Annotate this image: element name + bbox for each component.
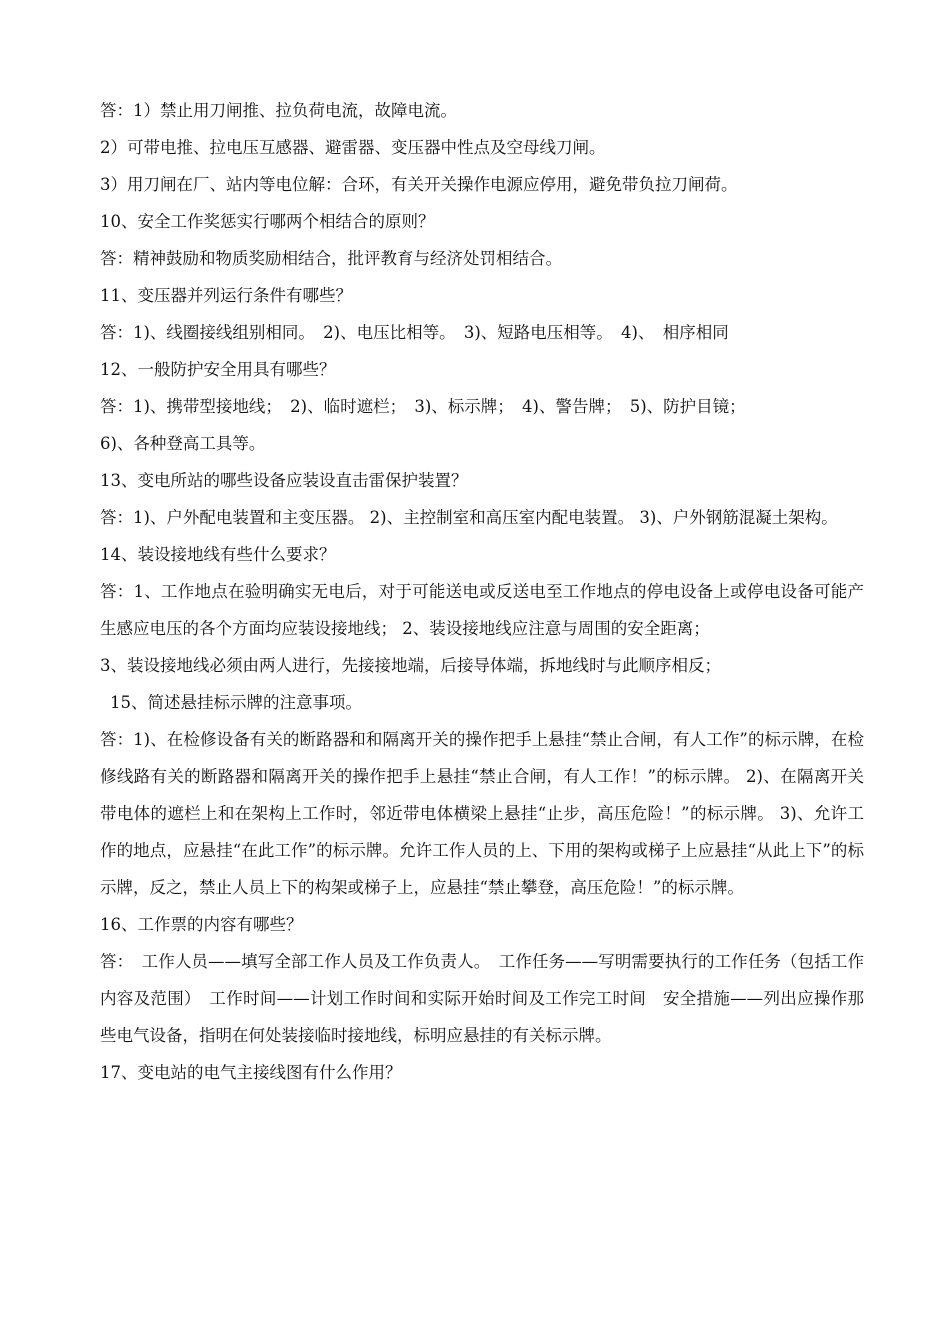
answer-13: 答：1)、户外配电装置和主变压器。 2)、主控制室和高压室内配电装置。 3)、户外钢筋混凝土架构。 <box>100 508 838 527</box>
document-body <box>100 92 864 1091</box>
answer-line: 答：1）禁止用刀闸推、拉负荷电流，故障电流。 <box>100 101 457 120</box>
answer-12: 答：1)、携带型接地线； 2)、临时遮栏； 3)、标示牌； 4)、警告牌； 5)、防护目镜； <box>100 397 746 416</box>
answer-14-cont: 3、装设接地线必须由两人进行，先接接地端，后接导体端，拆地线时与此顺序相反； <box>100 656 721 675</box>
answer-16: 答： 工作人员——填写全部工作人员及工作负责人。 工作任务——写明需要执行的工作任务（包括工作内容及范围） 工作时间——计划工作时间和实际开始时间及工作完工时间 安全措施——列出应操作那些电气设备，指明在何处装接临时接地线，标明应悬挂的有关标示牌。 <box>100 952 864 1045</box>
answer-10: 答：精神鼓励和物质奖励相结合，批评教育与经济处罚相结合。 <box>100 249 562 268</box>
answer-line: 2）可带电推、拉电压互感器、避雷器、变压器中性点及空母线刀闸。 <box>100 138 606 157</box>
answer-line: 3）用刀闸在厂、站内等电位解：合环，有关开关操作电源应停用，避免带负拉刀闸荷。 <box>100 175 738 194</box>
question-14: 14、装设接地线有些什么要求？ <box>100 545 336 564</box>
question-12: 12、一般防护安全用具有哪些？ <box>100 360 336 379</box>
answer-15: 答：1)、在检修设备有关的断路器和和隔离开关的操作把手上悬挂“禁止合闸，有人工作”的标示牌，在检修线路有关的断路器和隔离开关的操作把手上悬挂“禁止合闸，有人工作！”的标示牌。 2)、在隔离开关带电体的遮栏上和在架构上工作时，邻近带电体横梁上悬挂“止步，高压危险！”的标示牌。 3)、允许工作的地点，应悬挂“在此工作”的标示牌。允许工作人员的上、下用的架构或梯子上应悬挂“从此上下”的标示牌，反之，禁止人员上下的构架或梯子上，应悬挂“禁止攀登，高压危险！”的标示牌。 <box>100 730 864 897</box>
question-13: 13、变电所站的哪些设备应装设直击雷保护装置？ <box>100 471 468 490</box>
question-10: 10、安全工作奖惩实行哪两个相结合的原则？ <box>100 212 435 231</box>
answer-14: 答：1、工作地点在验明确实无电后，对于可能送电或反送电至工作地点的停电设备上或停电设备可能产生感应电压的各个方面均应装设接地线； 2、装设接地线应注意与周围的安全距离； <box>100 582 864 638</box>
answer-11: 答：1)、线圈接线组别相同。 2)、电压比相等。 3)、短路电压相等。 4)、 相序相同 <box>100 323 729 342</box>
question-11: 11、变压器并列运行条件有哪些？ <box>100 286 352 305</box>
question-17: 17、变电站的电气主接线图有什么作用？ <box>100 1063 402 1082</box>
answer-12-cont: 6)、各种登高工具等。 <box>100 434 266 453</box>
question-16: 16、工作票的内容有哪些？ <box>100 915 303 934</box>
question-15: 15、简述悬挂标示牌的注意事项。 <box>110 693 362 712</box>
